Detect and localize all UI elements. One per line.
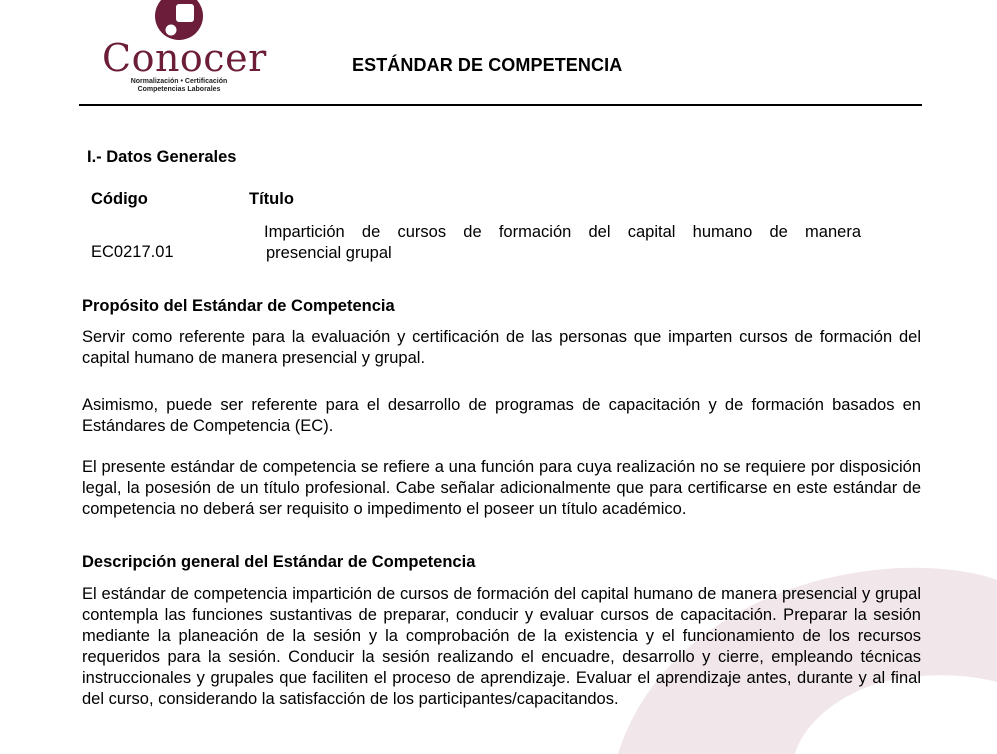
- logo-wordmark: Conocer: [102, 36, 267, 80]
- document-title: ESTÁNDAR DE COMPETENCIA: [352, 55, 623, 75]
- title-column-header: Título: [249, 190, 294, 208]
- conocer-logo: [100, 0, 267, 100]
- logo-tagline-line1: Normalización • Certificación: [130, 78, 228, 85]
- purpose-paragraph-3: El presente estándar de competencia se refiere a una función para cuya realización no se requiere por disposición legal, la posesión de un título profesional. Cabe señalar adicionalmente que para certificarse en este estándar de competencia no deberá ser requisito o impedimento el poseer un título académico.: [82, 458, 921, 518]
- description-heading: Descripción general del Estándar de Competencia: [82, 553, 476, 571]
- purpose-heading: Propósito del Estándar de Competencia: [82, 297, 395, 315]
- standard-title: [264, 222, 861, 264]
- logo-tagline: [114, 78, 244, 94]
- description-paragraph: El estándar de competencia impartición de cursos de formación del capital humano de manera presencial y grupal contempla las funciones sustantivas de preparar, conducir y evaluar cursos de capacitación. Preparar la sesión mediante la planeación de la sesión y la comprobación de la existencia y el funcionamiento de los recursos requeridos para la sesión. Conducir la sesión realizando el encuadre, desarrollo y cierre, empleando técnicas instruccionales y grupales que faciliten el proceso de aprendizaje. Evaluar el aprendizaje antes, durante y al final del curso, considerando la satisfacción de los participantes/capacitandos.: [82, 585, 921, 708]
- logo-tagline-line2: Competencias Laborales: [137, 86, 221, 93]
- header-divider: [79, 104, 922, 106]
- standard-title-line2: presencial grupal: [266, 244, 392, 262]
- purpose-paragraph-1: Servir como referente para la evaluación y certificación de las personas que imparten cursos de formación del capital humano de manera presencial y grupal.: [82, 328, 921, 367]
- code-column-header: Código: [91, 190, 148, 208]
- standard-title-line1: Impartición de cursos de formación del capital humano de manera: [264, 223, 861, 241]
- purpose-paragraph-2: Asimismo, puede ser referente para el desarrollo de programas de capacitación y de formación basados en Estándares de Competencia (EC).: [82, 396, 921, 435]
- section-heading-general-data: I.- Datos Generales: [87, 148, 237, 166]
- standard-code: EC0217.01: [91, 243, 174, 261]
